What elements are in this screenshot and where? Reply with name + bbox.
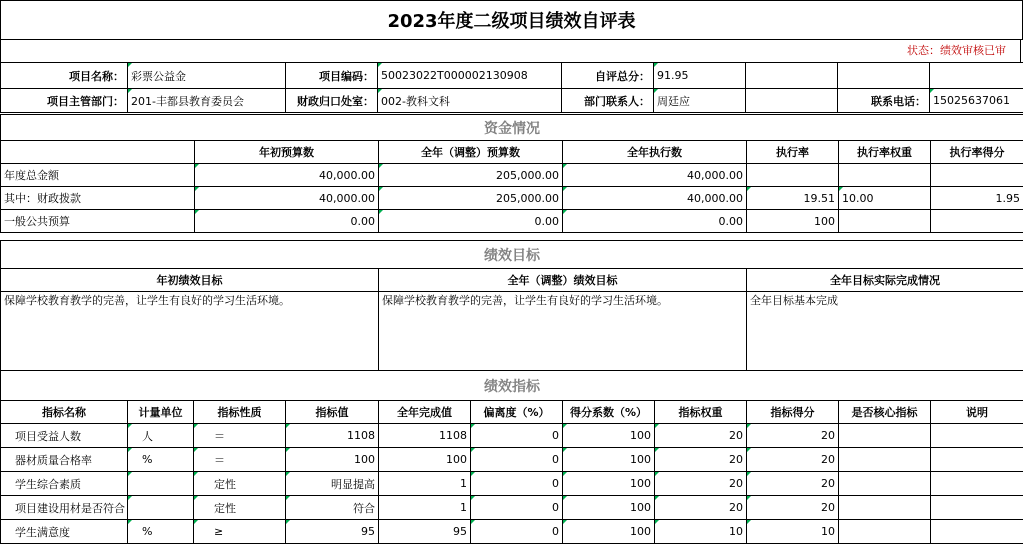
- ind-core[interactable]: [839, 424, 931, 448]
- indicators-table: [0, 370, 1023, 544]
- ind-coef[interactable]: 100: [563, 424, 655, 448]
- ind-core[interactable]: [839, 496, 931, 520]
- funds-section-title: 资金情况: [1, 115, 1023, 141]
- empty-cell: [838, 63, 930, 89]
- funds-cell[interactable]: 40,000.00: [563, 187, 747, 210]
- goal-adjusted[interactable]: 保障学校教育教学的完善，让学生有良好的学习生活环境。: [379, 292, 747, 371]
- ind-name: 学生满意度: [1, 520, 128, 544]
- ind-weight[interactable]: 20: [655, 496, 747, 520]
- funds-cell[interactable]: 40,000.00: [195, 187, 379, 210]
- page-title: 2023年度二级项目绩效自评表: [0, 0, 1023, 40]
- funds-header: 执行率得分: [931, 141, 1023, 164]
- ind-unit[interactable]: %: [128, 520, 194, 544]
- empty-header: [1, 141, 195, 164]
- funds-cell[interactable]: 100: [747, 210, 839, 233]
- ind-nature[interactable]: 定性: [194, 496, 286, 520]
- dept-value[interactable]: 201-丰都县教育委员会: [128, 89, 286, 113]
- funds-cell[interactable]: [839, 164, 931, 187]
- ind-weight[interactable]: 20: [655, 472, 747, 496]
- ind-unit[interactable]: [128, 496, 194, 520]
- ind-note[interactable]: [931, 520, 1023, 544]
- ind-deviation[interactable]: 0: [471, 496, 563, 520]
- finance-value[interactable]: 002-教科文科: [378, 89, 562, 113]
- score-value[interactable]: 91.95: [654, 63, 746, 89]
- ind-complete[interactable]: 95: [379, 520, 471, 544]
- contact-value[interactable]: 周廷应: [654, 89, 746, 113]
- ind-note[interactable]: [931, 424, 1023, 448]
- ind-name: 项目受益人数: [1, 424, 128, 448]
- funds-cell[interactable]: [747, 164, 839, 187]
- ind-note[interactable]: [931, 496, 1023, 520]
- ind-core[interactable]: [839, 448, 931, 472]
- funds-cell[interactable]: 0.00: [379, 210, 563, 233]
- indicator-row: [1, 424, 1023, 448]
- funds-row: [1, 187, 1023, 210]
- funds-cell[interactable]: [931, 210, 1023, 233]
- ind-score[interactable]: 20: [747, 496, 839, 520]
- ind-complete[interactable]: 1: [379, 496, 471, 520]
- ind-coef[interactable]: 100: [563, 472, 655, 496]
- indicator-row: [1, 472, 1023, 496]
- ind-coef[interactable]: 100: [563, 520, 655, 544]
- ind-unit[interactable]: %: [128, 448, 194, 472]
- ind-complete[interactable]: 1: [379, 472, 471, 496]
- funds-row-name: 其中：财政拨款: [1, 187, 195, 210]
- ind-core[interactable]: [839, 472, 931, 496]
- funds-cell[interactable]: 0.00: [563, 210, 747, 233]
- funds-cell[interactable]: [839, 210, 931, 233]
- ind-weight[interactable]: 20: [655, 424, 747, 448]
- ind-weight[interactable]: 10: [655, 520, 747, 544]
- score-label: 自评总分：: [562, 63, 654, 89]
- funds-cell[interactable]: 10.00: [839, 187, 931, 210]
- funds-header: 执行率: [747, 141, 839, 164]
- funds-cell[interactable]: 40,000.00: [563, 164, 747, 187]
- goals-header: 全年（调整）绩效目标: [379, 269, 747, 292]
- funds-cell[interactable]: 0.00: [195, 210, 379, 233]
- ind-nature[interactable]: ＝: [194, 448, 286, 472]
- ind-complete[interactable]: 1108: [379, 424, 471, 448]
- indicator-row: [1, 448, 1023, 472]
- ind-value[interactable]: 100: [286, 448, 379, 472]
- funds-header: 全年（调整）预算数: [379, 141, 563, 164]
- indicator-row: [1, 496, 1023, 520]
- ind-complete[interactable]: 100: [379, 448, 471, 472]
- ind-coef[interactable]: 100: [563, 448, 655, 472]
- project-name-label: 项目名称：: [1, 63, 128, 89]
- ind-value[interactable]: 明显提高: [286, 472, 379, 496]
- ind-nature[interactable]: ≥: [194, 520, 286, 544]
- goal-initial[interactable]: 保障学校教育教学的完善，让学生有良好的学习生活环境。: [1, 292, 379, 371]
- funds-table: [0, 114, 1023, 233]
- empty-cell: [746, 89, 838, 113]
- phone-label: 联系电话：: [838, 89, 930, 113]
- ind-header: 指标权重: [655, 401, 747, 424]
- funds-row-name: 年度总金额: [1, 164, 195, 187]
- goals-header: 全年目标实际完成情况: [747, 269, 1023, 292]
- ind-value[interactable]: 1108: [286, 424, 379, 448]
- ind-core[interactable]: [839, 520, 931, 544]
- ind-nature[interactable]: 定性: [194, 472, 286, 496]
- dept-label: 项目主管部门：: [1, 89, 128, 113]
- ind-header: 计量单位: [128, 401, 194, 424]
- funds-row-name: 一般公共预算: [1, 210, 195, 233]
- goals-section-title: 绩效目标: [1, 241, 1023, 269]
- ind-deviation[interactable]: 0: [471, 424, 563, 448]
- ind-score[interactable]: 20: [747, 424, 839, 448]
- ind-value[interactable]: 95: [286, 520, 379, 544]
- funds-cell[interactable]: [931, 164, 1023, 187]
- ind-score[interactable]: 10: [747, 520, 839, 544]
- funds-cell[interactable]: 205,000.00: [379, 187, 563, 210]
- ind-header: 全年完成值: [379, 401, 471, 424]
- goals-table: [0, 240, 1023, 371]
- funds-cell[interactable]: 19.51: [747, 187, 839, 210]
- ind-header: 说明: [931, 401, 1023, 424]
- project-name[interactable]: 彩票公益金: [128, 63, 286, 89]
- funds-header: 执行率权重: [839, 141, 931, 164]
- ind-header: 是否核心指标: [839, 401, 931, 424]
- ind-weight[interactable]: 20: [655, 448, 747, 472]
- finance-label: 财政归口处室：: [286, 89, 378, 113]
- empty-cell: [930, 63, 1023, 89]
- indicator-row: [1, 520, 1023, 544]
- indicators-section-title: 绩效指标: [1, 371, 1023, 401]
- phone-value[interactable]: 15025637061: [930, 89, 1023, 113]
- ind-unit[interactable]: 人: [128, 424, 194, 448]
- contact-label: 部门联系人：: [562, 89, 654, 113]
- ind-header: 指标名称: [1, 401, 128, 424]
- goal-actual[interactable]: 全年目标基本完成: [747, 292, 1023, 371]
- ind-score[interactable]: 20: [747, 472, 839, 496]
- info-table: [0, 62, 1023, 113]
- funds-cell[interactable]: 40,000.00: [195, 164, 379, 187]
- goals-header: 年初绩效目标: [1, 269, 379, 292]
- funds-row: [1, 164, 1023, 187]
- ind-header: 得分系数（%）: [563, 401, 655, 424]
- ind-name: 项目建设用材是否符合: [1, 496, 128, 520]
- ind-deviation[interactable]: 0: [471, 520, 563, 544]
- ind-value[interactable]: 符合: [286, 496, 379, 520]
- ind-header: 指标值: [286, 401, 379, 424]
- funds-cell[interactable]: 205,000.00: [379, 164, 563, 187]
- funds-header: 年初预算数: [195, 141, 379, 164]
- ind-unit[interactable]: [128, 472, 194, 496]
- ind-coef[interactable]: 100: [563, 496, 655, 520]
- ind-note[interactable]: [931, 448, 1023, 472]
- project-code-label: 项目编码：: [286, 63, 378, 89]
- ind-header: 指标性质: [194, 401, 286, 424]
- ind-deviation[interactable]: 0: [471, 472, 563, 496]
- ind-name: 器材质量合格率: [1, 448, 128, 472]
- funds-cell[interactable]: 1.95: [931, 187, 1023, 210]
- funds-row: [1, 210, 1023, 233]
- funds-header: 全年执行数: [563, 141, 747, 164]
- empty-cell: [746, 63, 838, 89]
- ind-score[interactable]: 20: [747, 448, 839, 472]
- ind-name: 学生综合素质: [1, 472, 128, 496]
- ind-header: 指标得分: [747, 401, 839, 424]
- ind-note[interactable]: [931, 472, 1023, 496]
- ind-nature[interactable]: ＝: [194, 424, 286, 448]
- project-code[interactable]: 50023022T000002130908: [378, 63, 562, 89]
- ind-deviation[interactable]: 0: [471, 448, 563, 472]
- ind-header: 偏离度（%）: [471, 401, 563, 424]
- status-label: 状态：绩效审核已审: [0, 40, 1021, 62]
